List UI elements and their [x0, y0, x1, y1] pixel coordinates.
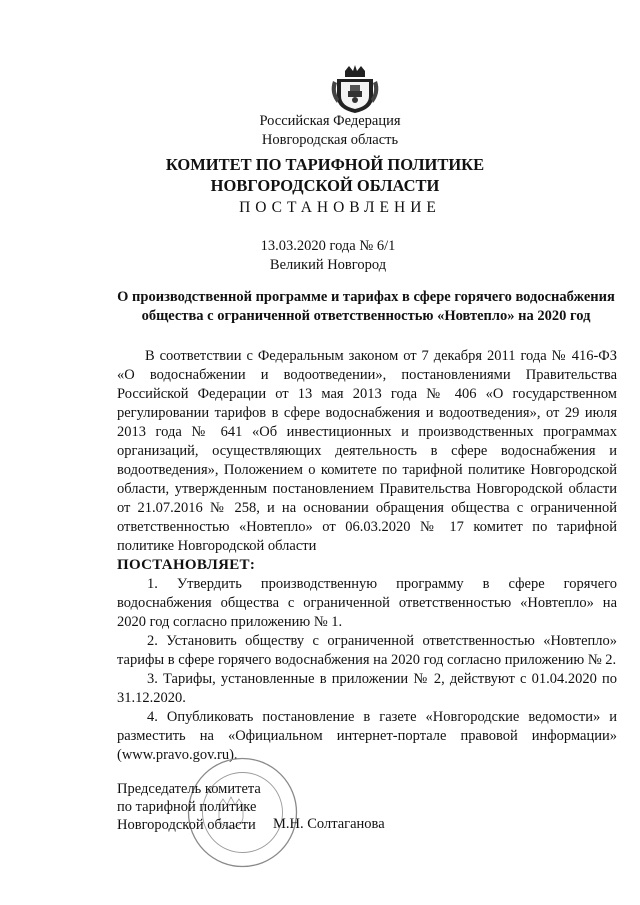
decree-items [117, 575, 617, 765]
document-type: ПОСТАНОВЛЕНИЕ [239, 199, 441, 216]
preamble-paragraph: В соответствии с Федеральным законом от 7 декабря 2011 года № 416-ФЗ «О водоснабжении и водоотведении», постановлениями Правительства Российской Федерации от 13 мая 2013 года № 406 «О государственном регулировании тарифов в сфере водоснабжения и водоотведения», от 29 июля 2013 года № 641 «Об инвестиционных и производственных программах организаций, осуществляющих деятельность в сфере водоснабжения и водоотведения», Положением о комитете по тарифной политике Новгородской области, утвержденным постановлением Правительства Новгородской области от 21.07.2016 № 258, и на основании обращения общества с ограниченной ответственностью «Новтепло» от 06.03.2020 № 17 комитет по тарифной политике Новгородской области [117, 348, 617, 554]
committee-name: КОМИТЕТ ПО ТАРИФНОЙ ПОЛИТИКЕ НОВГОРОДСКОЙ ОБЛАСТИ [165, 155, 485, 195]
document-subject: О производственной программе и тарифах в сфере горячего водоснабжения общества с ограниченной ответственностью «Новтепло» на 2020 год [117, 289, 615, 324]
issuer-region: Новгородская область [261, 132, 399, 148]
signer-name: М.Н. Солтаганова [273, 816, 385, 832]
city: Великий Новгород [269, 257, 387, 273]
decree-item: 2. Установить обществу с ограниченной ответственностью «Новтепло» тарифы в сфере горячего водоснабжения на 2020 год согласно приложению № 2. [117, 633, 617, 668]
issuer-country: Российская Федерация [259, 113, 401, 129]
date-number: 13.03.2020 года № 6/1 [260, 238, 396, 254]
signature-title-line2: по тарифной политике [117, 799, 257, 815]
decree-word: ПОСТАНОВЛЯЕТ: [117, 557, 256, 573]
document-body [117, 347, 617, 765]
decree-item: 1. Утвердить производственную программу в сфере горячего водоснабжения общества с ограниченной ответственностью «Новтепло» на 2020 год согласно приложению № 1. [117, 576, 617, 630]
signature-title-line3: Новгородской области [117, 817, 256, 833]
signature-block [117, 780, 261, 834]
decree-item: 4. Опубликовать постановление в газете «Новгородские ведомости» и разместить на «Официальном интернет-портале правовой информации» (www.pravo.gov.ru). [117, 709, 617, 763]
signature-title-line1: Председатель комитета [117, 781, 261, 797]
decree-item: 3. Тарифы, установленные в приложении № 2, действуют с 01.04.2020 по 31.12.2020. [117, 671, 617, 706]
coat-of-arms-emblem [329, 63, 381, 115]
